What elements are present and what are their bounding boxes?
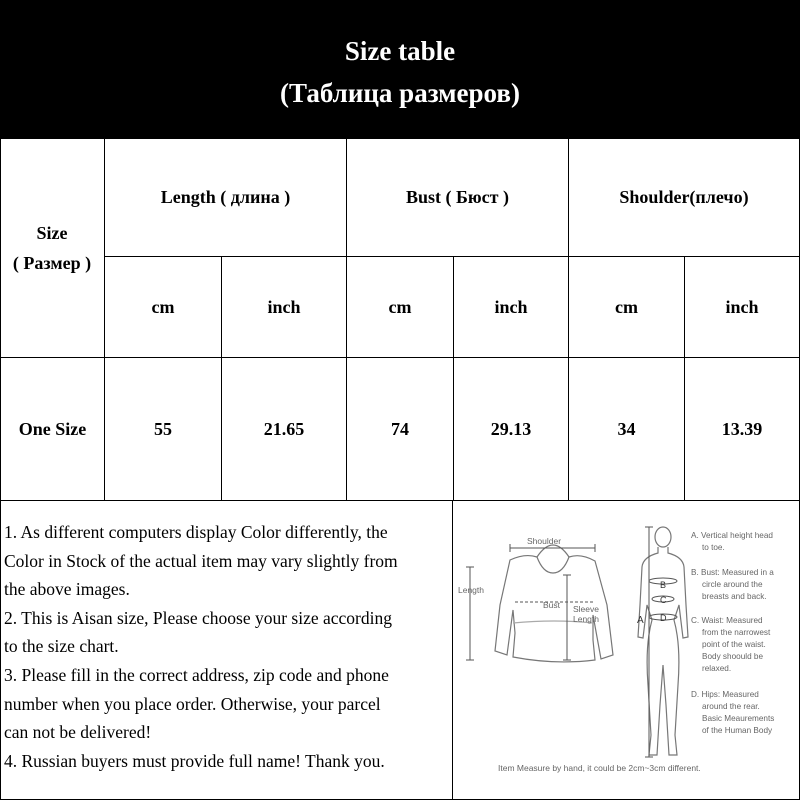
note-line: number when you place order. Otherwise, your parcel <box>4 693 381 714</box>
garment-measure-lines <box>466 544 595 660</box>
legend-line: C. Waist: Measured <box>691 616 763 625</box>
note-line: 4. Russian buyers must provide full name! Thank you. <box>4 750 385 771</box>
notes-block <box>4 518 444 775</box>
table-cell: 29.13 <box>490 418 532 439</box>
legend-line: breasts and back. <box>702 592 767 601</box>
sleeve-label: Sleeve <box>573 604 599 614</box>
group-header-length: Length ( длина ) <box>160 187 291 207</box>
note-line: 2. This is Aisan size, Please choose your size according <box>4 607 392 628</box>
bust-label: Bust <box>543 600 561 610</box>
unit-header: inch <box>725 296 759 317</box>
legend-line: of the Human Body <box>702 726 773 735</box>
unit-header: cm <box>615 296 638 317</box>
note-line: to the size chart. <box>4 636 119 657</box>
unit-header: inch <box>267 296 301 317</box>
measure-legend <box>691 531 774 735</box>
legend-line: B. Bust: Measured in a <box>691 568 774 577</box>
size-label: Size <box>36 223 68 243</box>
note-line: Color in Stock of the actual item may vary slightly from <box>4 550 398 571</box>
legend-line: around the rear. <box>702 702 760 711</box>
unit-header: cm <box>388 296 412 317</box>
measurement-diagram <box>455 505 797 795</box>
legend-line: Basic Meaurements <box>702 714 775 723</box>
legend-line: relaxed. <box>702 664 732 673</box>
legend-line: D. Hips: Measured <box>691 690 759 699</box>
body-figure <box>638 527 688 755</box>
legend-line: Body shoould be <box>702 652 763 661</box>
letter-d: D <box>660 613 667 623</box>
note-line: can not be delivered! <box>4 722 152 743</box>
table-cell: 74 <box>391 418 409 439</box>
column-divider <box>452 500 453 800</box>
unit-header: inch <box>494 296 528 317</box>
size-label-ru: ( Размер ) <box>12 253 92 273</box>
size-header <box>0 139 104 357</box>
group-header-bust: Bust ( Бюст ) <box>406 187 509 207</box>
table-cell: 21.65 <box>263 418 305 439</box>
note-line: 1. As different computers display Color differently, the <box>4 522 388 542</box>
length-label: Length <box>458 585 484 595</box>
letter-a: A <box>637 615 644 626</box>
group-header-shoulder: Shoulder(плечо) <box>619 187 749 207</box>
table-cell: 34 <box>617 418 636 439</box>
letter-b: B <box>660 580 667 590</box>
page-subtitle: (Таблица размеров) <box>280 78 520 108</box>
row-size-cell: One Size <box>18 418 87 439</box>
letter-c: C <box>660 595 667 605</box>
table-divider-body <box>0 500 800 501</box>
page-title: Size table <box>344 36 456 66</box>
table-cell: 13.39 <box>721 418 763 439</box>
note-line: 3. Please fill in the correct address, zip code and phone <box>4 664 389 685</box>
sleeve-label: Length <box>573 614 599 624</box>
unit-header: cm <box>151 296 175 317</box>
table-cell: 55 <box>154 418 172 439</box>
note-line: the above images. <box>4 579 130 600</box>
legend-line: to toe. <box>702 543 725 552</box>
shoulder-label: Shoulder <box>527 536 562 546</box>
legend-line: circle around the <box>702 580 763 589</box>
title-banner <box>0 0 800 138</box>
legend-line: point of the waist. <box>702 640 766 649</box>
legend-line: A. Vertical height head <box>691 531 773 540</box>
legend-line: from the narrowest <box>702 628 771 637</box>
measure-footnote: Item Measure by hand, it could be 2cm~3cm different. <box>498 763 701 773</box>
